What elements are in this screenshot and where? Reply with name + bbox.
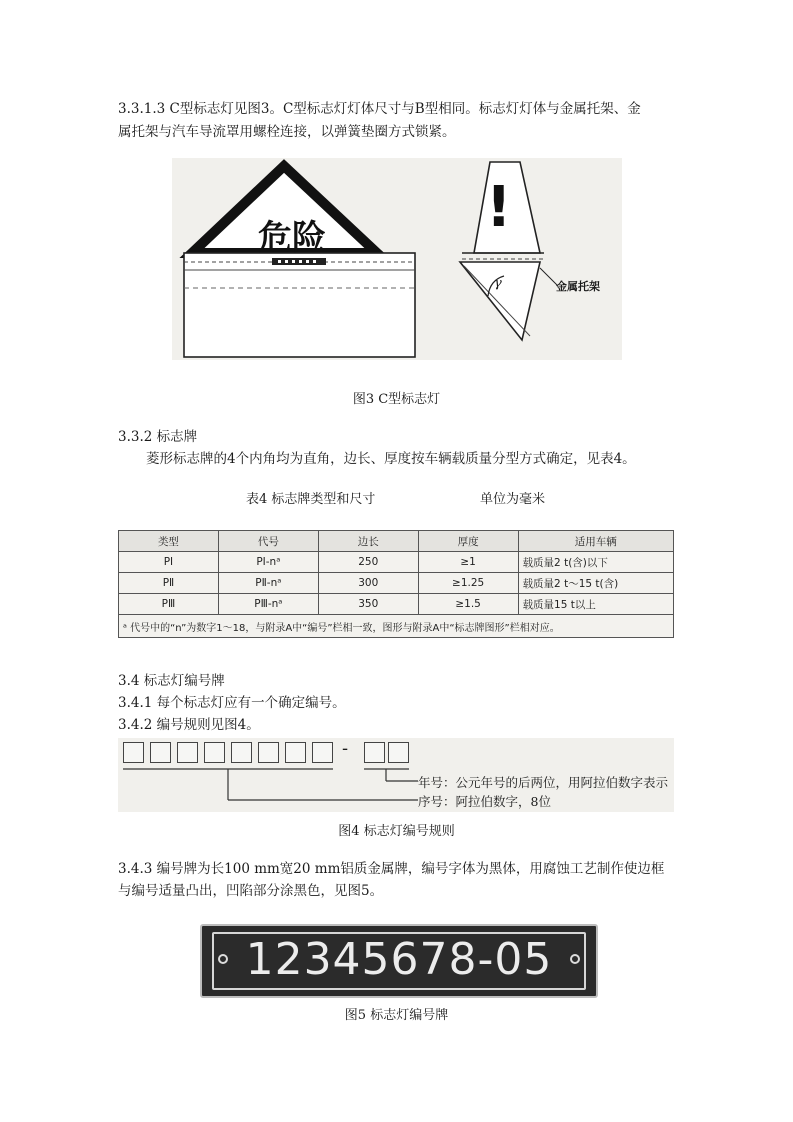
table-row <box>119 594 674 615</box>
cell-side: 300 <box>318 573 418 594</box>
para-3-4-3-line1: 3.4.3 编号牌为长100 mm宽20 mm铝质金属牌，编号字体为黑体，用腐蚀工艺制作使边框 <box>118 861 665 877</box>
table-note-row <box>119 615 674 638</box>
section-3-3-2-heading: 3.3.2 标志牌 <box>118 429 198 445</box>
para-3-3-1-3-line2: 属托架与汽车导流罩用螺栓连接，以弹簧垫圈方式锁紧。 <box>118 124 456 140</box>
col-header-type: 类型 <box>119 531 219 552</box>
serial-label: 序号：阿拉伯数字，8位 <box>418 794 551 809</box>
section-3-4-1: 3.4.1 每个标志灯应有一个确定编号。 <box>118 695 346 711</box>
metal-bracket-label: 金属托架 <box>556 280 600 293</box>
cell-type: PⅢ <box>119 594 219 615</box>
dash-separator: - <box>342 738 349 759</box>
section-3-4-2: 3.4.2 编号规则见图4。 <box>118 717 260 733</box>
angle-gamma-label: γ <box>494 276 502 291</box>
cell-side: 350 <box>318 594 418 615</box>
para-3-4-3-line2: 与编号适量凸出，凹陷部分涂黑色，见图5。 <box>118 883 384 899</box>
cell-vehicle: 载质量2 t(含)以下 <box>518 552 673 573</box>
cell-code: PⅡ-nᵃ <box>218 573 318 594</box>
cell-thickness: ≥1.25 <box>418 573 518 594</box>
exclamation-mark: ! <box>486 175 512 240</box>
figure-3-c-type-lamp <box>172 158 622 360</box>
figure-5-caption: 图5 标志灯编号牌 <box>344 1008 449 1023</box>
figure-3-drawing <box>172 158 622 360</box>
table-4 <box>118 530 674 638</box>
figure-4-numbering-rule <box>118 738 674 812</box>
table-4-title: 表4 标志牌类型和尺寸 <box>246 492 376 507</box>
danger-sign-text: 危险 <box>258 218 326 258</box>
table-4-unit: 单位为毫米 <box>480 492 546 507</box>
table-header-row <box>119 531 674 552</box>
cell-side: 250 <box>318 552 418 573</box>
cell-type: PⅠ <box>119 552 219 573</box>
cell-thickness: ≥1 <box>418 552 518 573</box>
figure-3-caption: 图3 C型标志灯 <box>352 392 441 407</box>
section-3-3-2-body: 菱形标志牌的4个内角均为直角，边长、厚度按车辆载质量分型方式确定，见表4。 <box>146 451 636 467</box>
cell-thickness: ≥1.5 <box>418 594 518 615</box>
table-row <box>119 573 674 594</box>
cell-code: PⅠ-nᵃ <box>218 552 318 573</box>
number-plate-image <box>200 924 598 998</box>
table-footnote: ᵃ 代号中的“n”为数字1～18，与附录A中“编号”栏相一致，图形与附录A中“标志牌图形”栏相对应。 <box>119 615 674 638</box>
cell-vehicle: 载质量15 t以上 <box>518 594 673 615</box>
table-row <box>119 552 674 573</box>
col-header-side: 边长 <box>318 531 418 552</box>
cell-vehicle: 载质量2 t～15 t(含) <box>518 573 673 594</box>
para-3-3-1-3-line1: 3.3.1.3 C型标志灯见图3。C型标志灯灯体尺寸与B型相同。标志灯灯体与金属托架、金 <box>118 101 641 117</box>
year-label: 年号：公元年号的后两位，用阿拉伯数字表示 <box>418 775 669 790</box>
figure-4-caption: 图4 标志灯编号规则 <box>338 824 455 839</box>
section-3-4-heading: 3.4 标志灯编号牌 <box>118 673 225 689</box>
cell-type: PⅡ <box>119 573 219 594</box>
col-header-code: 代号 <box>218 531 318 552</box>
col-header-vehicle: 适用车辆 <box>518 531 673 552</box>
plate-number: 12345678-05 <box>245 934 553 985</box>
cell-code: PⅢ-nᵃ <box>218 594 318 615</box>
col-header-thickness: 厚度 <box>418 531 518 552</box>
